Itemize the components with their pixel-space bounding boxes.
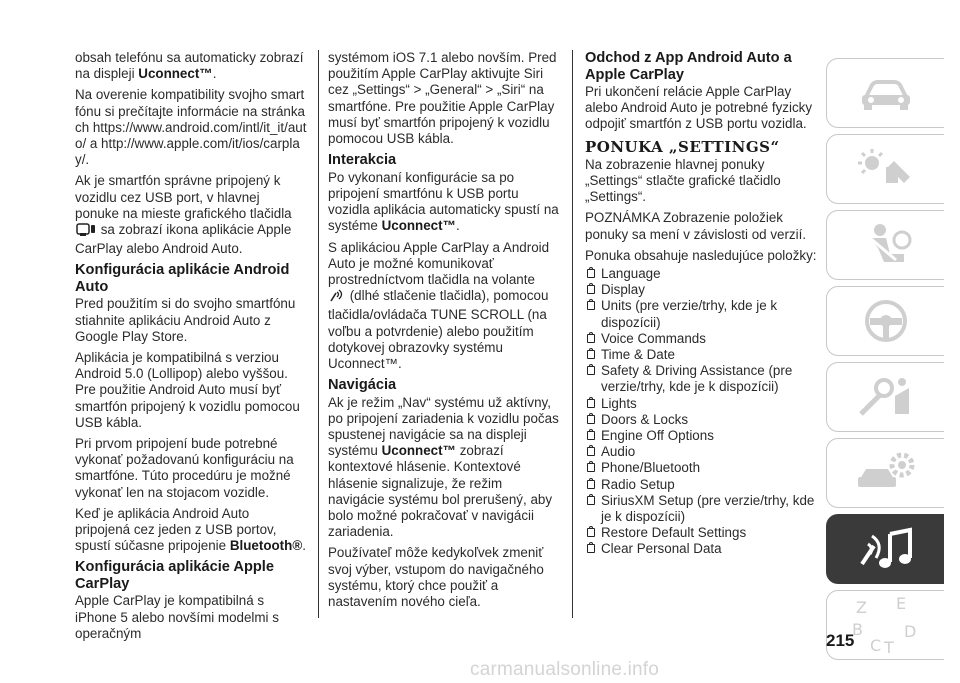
list-item: Units (pre verzie/trhy, kde je k dispozícii) xyxy=(585,298,817,330)
list-item: Radio Setup xyxy=(585,477,817,493)
tab-maintenance[interactable] xyxy=(826,438,944,508)
wrench-service-icon xyxy=(855,374,917,420)
settings-list xyxy=(585,266,817,558)
paragraph: POZNÁMKA Zobrazenie položiek ponuky sa mení v závislosti od verzií. xyxy=(585,210,807,242)
chapter-tabs xyxy=(826,58,946,666)
index-letter: B xyxy=(851,620,863,639)
column-3 xyxy=(585,50,817,558)
index-letter: Z xyxy=(855,598,867,617)
index-letter: D xyxy=(903,622,916,641)
paragraph: Pred použitím si do svojho smartfónu stiahnite aplikáciu Android Auto z Google Play Store. xyxy=(75,296,296,344)
list-item: Clear Personal Data xyxy=(585,541,817,557)
list-item: Display xyxy=(585,282,817,298)
list-item: Doors & Locks xyxy=(585,412,817,428)
paragraph: obsah telefónu sa automaticky zobrazí na displeji Uconnect™. xyxy=(75,50,304,82)
car-icon xyxy=(856,73,916,113)
paragraph: Na zobrazenie hlavnej ponuky „Settings“ stlačte grafické tlačidlo „Settings“. xyxy=(585,156,781,205)
seat-safety-icon xyxy=(856,222,916,268)
alphabet-index-icon xyxy=(846,595,926,655)
list-item: Restore Default Settings xyxy=(585,525,817,541)
section-heading: Konfigurácia aplikácie Android Auto xyxy=(75,262,290,295)
index-letter: C xyxy=(869,636,881,655)
paragraph: Pri ukončení relácie Apple CarPlay alebo Android Auto je potrebné fyzicky odpojiť smartfón z USB portu vozidla. xyxy=(585,84,813,132)
list-item: Phone/Bluetooth xyxy=(585,460,817,476)
paragraph: Ponuka obsahuje nasledujúce položky: xyxy=(585,247,817,263)
car-gear-icon xyxy=(854,451,918,495)
paragraph: Na overenie kompatibility svojho smartfónu si prečítajte informácie na stránkach https://www.android.com/intl/it_it/auto/ a http://www.apple.com/it/ios/carplay/. xyxy=(75,87,307,168)
column-divider xyxy=(572,50,573,618)
tab-steering[interactable] xyxy=(826,286,944,356)
column-2 xyxy=(328,50,560,615)
tab-car[interactable] xyxy=(826,58,944,128)
dashboard-warning-icon xyxy=(856,147,916,191)
paragraph: systémom iOS 7.1 alebo novším. Pred použitím Apple CarPlay aktivujte Siri cez „Settings“ > „General“ > „Siri“ na smartfóne. Pre použitie Apple CarPlay musí byť smartfón pripojený k vozidlu pomocou USB kábla. xyxy=(328,50,557,147)
list-item: Lights xyxy=(585,396,817,412)
paragraph: S aplikáciou Apple CarPlay a Android Auto je možné komunikovať prostredníctvom tlačidla na volante (dlhé stlačenie tlačidla), pomocou tlačidla/ovládača TUNE SCROLL (na voľbu a potvrdenie) alebo použitím dotykovej obrazovky systému Uconnect™. xyxy=(328,239,550,371)
column-divider xyxy=(318,50,319,618)
section-heading: Odchod z App Android Auto a Apple CarPlay xyxy=(585,50,792,83)
paragraph: Apple CarPlay je kompatibilná s iPhone 5 alebo novšími modelmi s operačným xyxy=(75,593,279,641)
tab-emergency[interactable] xyxy=(826,362,944,432)
list-item: Language xyxy=(585,266,817,282)
paragraph: Ak je smartfón správne pripojený k vozidlu cez USB port, v hlavnej ponuke na mieste grafického tlačidla sa zobrazí ikona aplikácie Apple CarPlay alebo Android Auto. xyxy=(75,173,292,257)
list-item: Safety & Driving Assistance (pre verzie/trhy, kde je k dispozícii) xyxy=(585,363,817,395)
multimedia-icon xyxy=(854,524,918,574)
list-item: Voice Commands xyxy=(585,331,817,347)
page-number: 215 xyxy=(826,631,855,650)
tab-multimedia[interactable] xyxy=(826,514,944,584)
menu-title: PONUKA „SETTINGS“ xyxy=(585,137,780,156)
paragraph: Aplikácia je kompatibilná s verziou Android 5.0 (Lollipop) alebo vyššou. Pre použitie Android Auto musí byť smartfón pripojený k vozidlu pomocou USB kábla. xyxy=(75,350,300,430)
paragraph: Po vykonaní konfigurácie sa po pripojení smartfónu k USB portu vozidla aplikácia automaticky spustí na systéme Uconnect™. xyxy=(328,169,559,234)
phone-connection-icon xyxy=(76,223,96,241)
index-letter: T xyxy=(883,638,894,655)
index-letter: E xyxy=(895,595,906,613)
tab-safety[interactable] xyxy=(826,210,944,280)
voice-command-icon xyxy=(329,289,345,307)
paragraph: Používateľ môže kedykoľvek zmeniť svoj výber, vstupom do navigačného systému, ktorý chce použiť a nastavením nového cieľa. xyxy=(328,545,544,610)
list-item: Audio xyxy=(585,444,817,460)
tab-dashboard[interactable] xyxy=(826,134,944,204)
paragraph: Pri prvom pripojení bude potrebné vykonať požadovanú konfiguráciu na smartfóne. Túto procedúru je možné vykonať len na stojacom vozidle. xyxy=(75,436,294,500)
paragraph: Keď je aplikácia Android Auto pripojená cez jeden z USB portov, spustí súčasne pripojenie Bluetooth®. xyxy=(75,505,306,554)
list-item: Time & Date xyxy=(585,347,817,363)
section-heading: Navigácia xyxy=(328,377,397,394)
list-item: Engine Off Options xyxy=(585,428,817,444)
steering-wheel-icon xyxy=(861,298,911,344)
column-1 xyxy=(75,50,307,647)
watermark: carmanualsonline.info xyxy=(470,659,660,680)
paragraph: Ak je režim „Nav“ systému už aktívny, po pripojení zariadenia k vozidlu počas spustenej navigácie sa na displeji systému Uconnect™ zobrazí kontextové hlásenie. Kontextové hlásenie signalizuje, že režim navigácie systému bol prerušený, aby bolo možné pokračovať v navigácii zariadenia. xyxy=(328,394,559,540)
section-heading: Konfigurácia aplikácie Apple CarPlay xyxy=(75,559,274,592)
list-item: SiriusXM Setup (pre verzie/trhy, kde je k dispozícii) xyxy=(585,493,817,525)
section-heading: Interakcia xyxy=(328,152,397,169)
